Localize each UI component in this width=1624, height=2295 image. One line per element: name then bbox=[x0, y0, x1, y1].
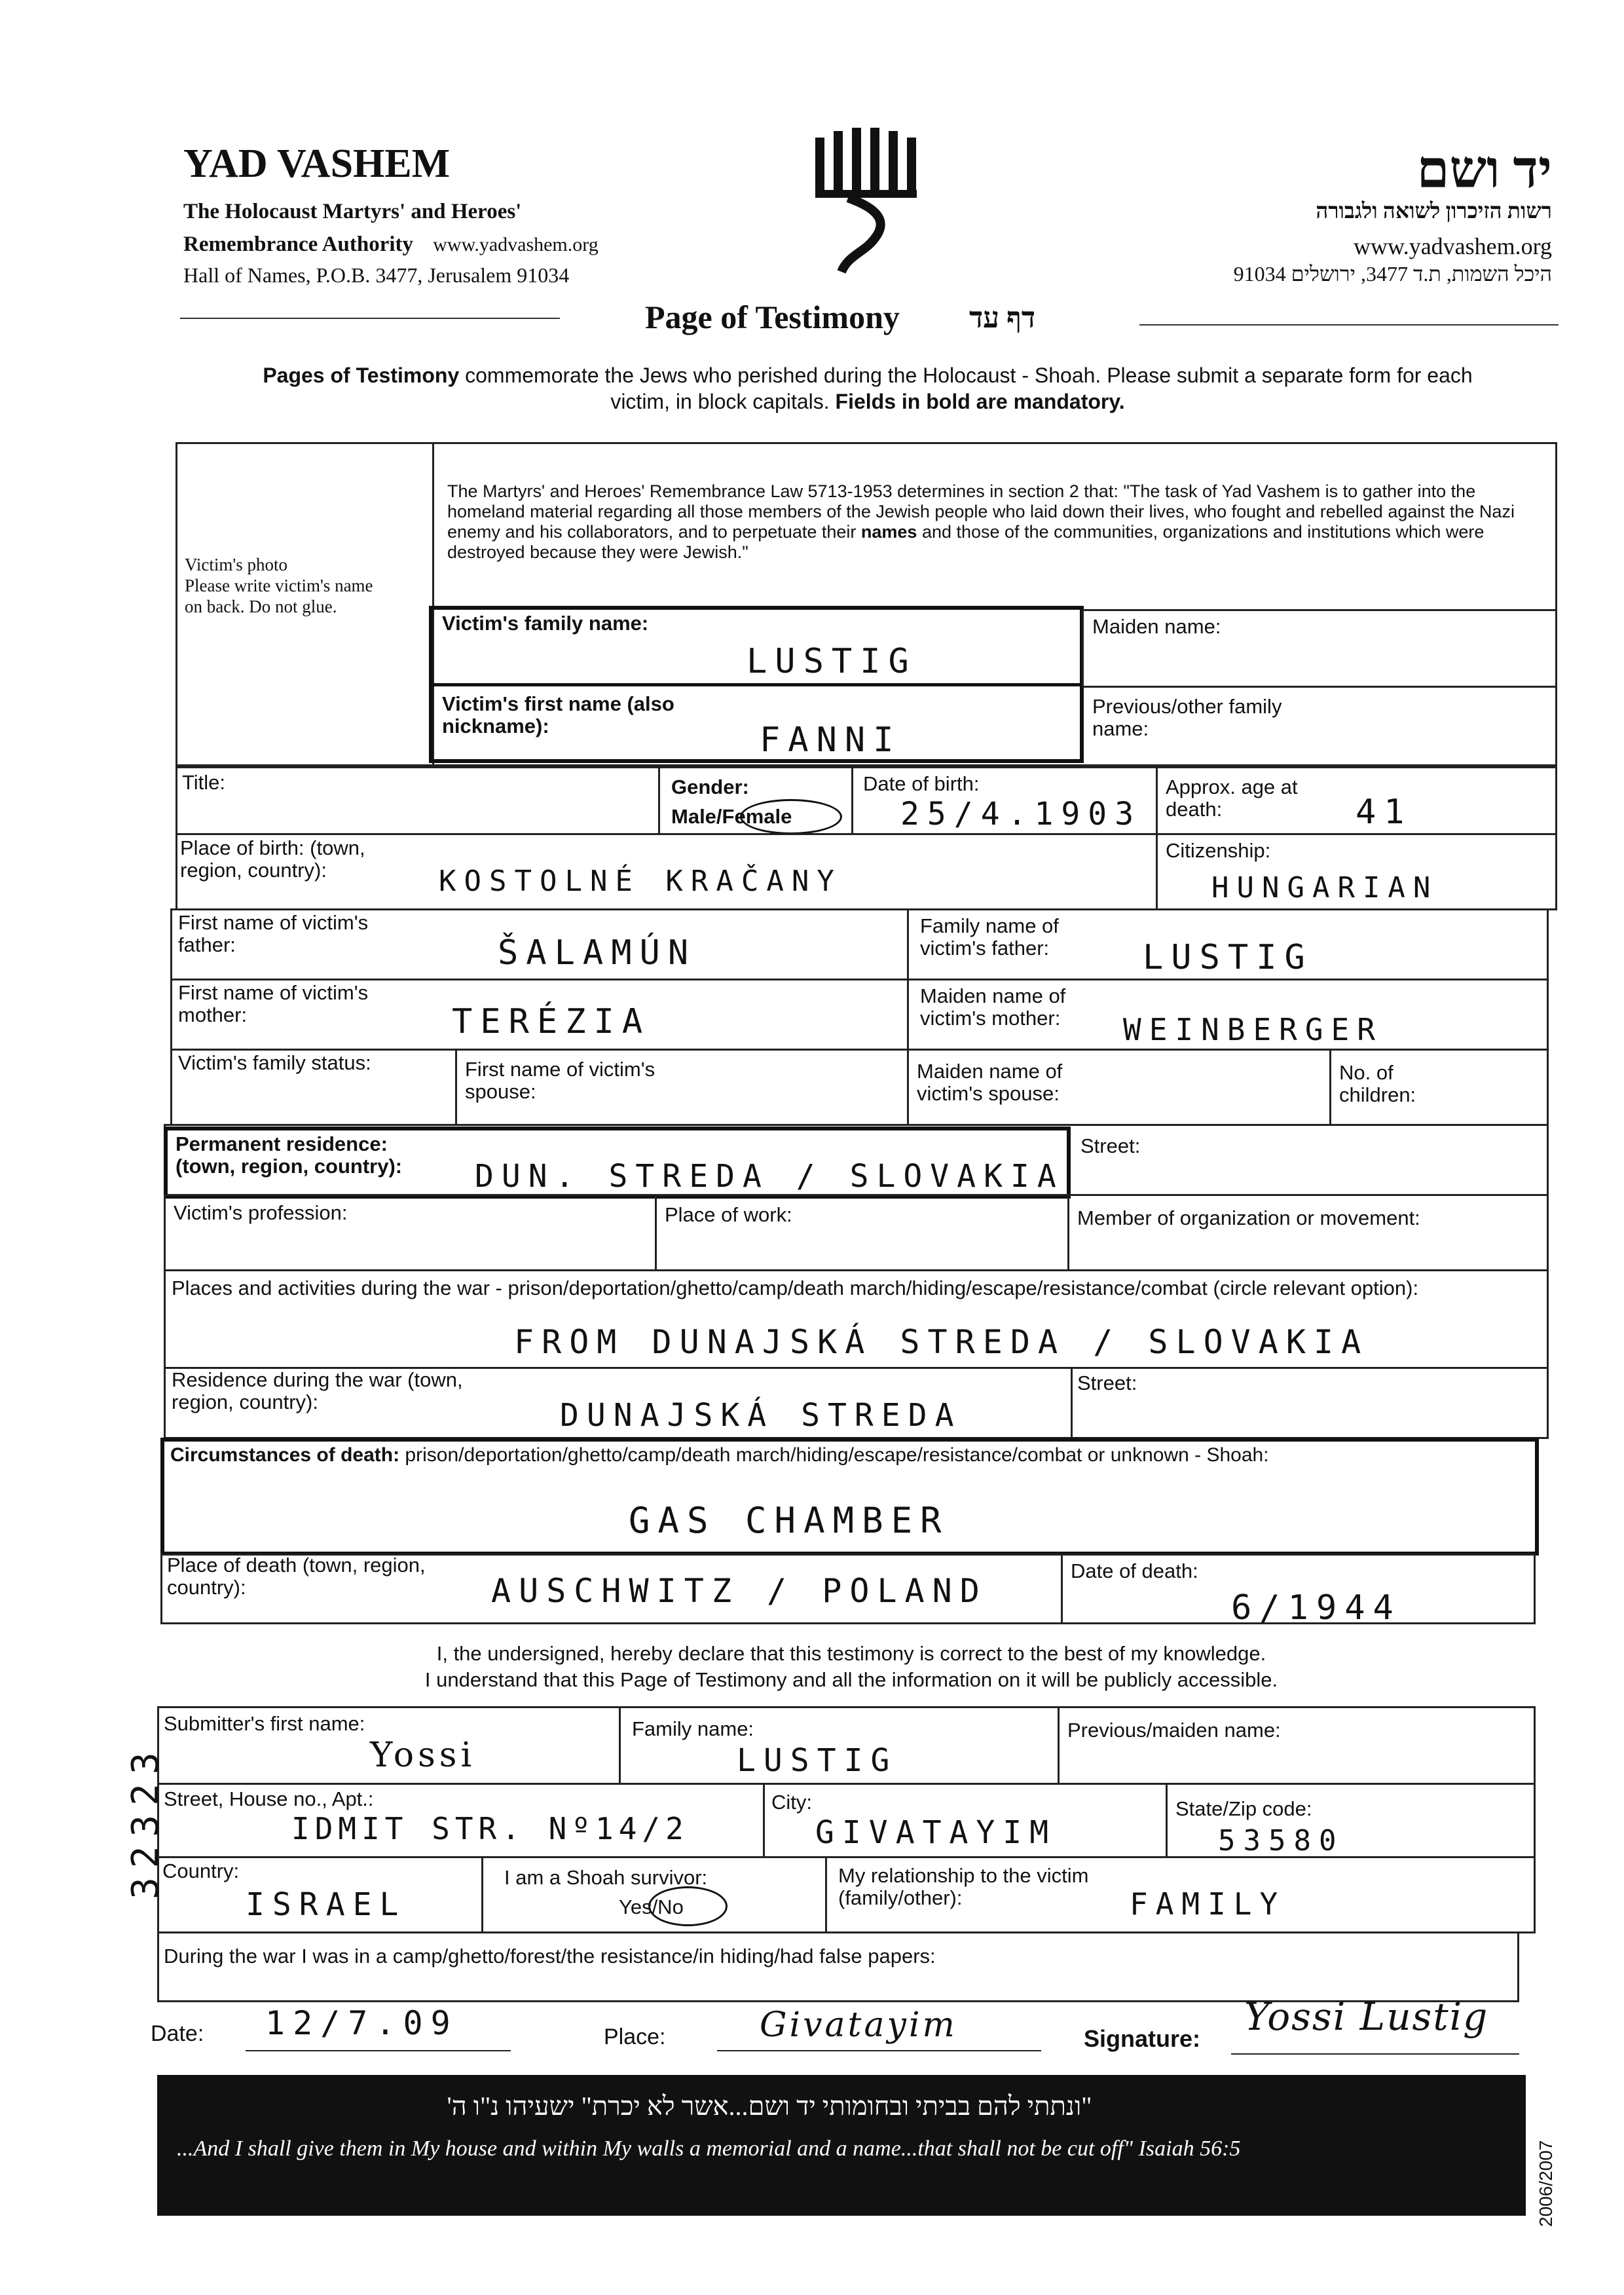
citizenship-value[interactable]: HUNGARIAN bbox=[1211, 871, 1439, 905]
div-member bbox=[1067, 1194, 1069, 1271]
header-rule-right bbox=[1139, 324, 1559, 326]
photo-line-2: Please write victim's name bbox=[185, 576, 373, 595]
div-children bbox=[1329, 1049, 1331, 1126]
intro-line2: victim, in block capitals. bbox=[610, 390, 836, 413]
sub-zip-label: State/Zip code: bbox=[1175, 1797, 1312, 1820]
photo-instructions bbox=[185, 554, 373, 617]
age-label: Approx. age at death: bbox=[1166, 775, 1298, 821]
circumstances-label-rest: prison/deportation/ghetto/camp/death march/hiding/escape/resistance/combat or unknown - Shoah: bbox=[399, 1444, 1269, 1466]
sub-family-value[interactable]: LUSTIG bbox=[737, 1742, 898, 1779]
street-label: Street: bbox=[1080, 1134, 1141, 1157]
prev-family-label: Previous/other family name: bbox=[1092, 695, 1282, 740]
div-spouse-maiden bbox=[907, 1049, 909, 1126]
spouse-first-label: First name of victim's spouse: bbox=[465, 1058, 655, 1103]
sub-survivor-label: I am a Shoah survivor: bbox=[504, 1866, 708, 1889]
form-title-heb: דף עד bbox=[969, 302, 1036, 334]
death-place-label: Place of death (town, region, country): bbox=[167, 1554, 426, 1599]
heb-subtitle: רשות הזיכרון לשואה ולגבורה bbox=[1316, 200, 1552, 223]
row-profession bbox=[164, 1194, 1549, 1271]
first-name-label: Victim's first name (also nickname): bbox=[442, 692, 674, 737]
declaration-line-2: I understand that this Page of Testimony and all the information on it will be publicly accessible. bbox=[424, 1668, 1278, 1691]
mother-first-label: First name of victim's mother: bbox=[178, 981, 369, 1026]
law-text bbox=[447, 481, 1547, 563]
during-war-label: During the war I was in a camp/ghetto/forest/the resistance/in hiding/had false papers: bbox=[164, 1945, 936, 1968]
father-family-label: Family name of victim's father: bbox=[920, 914, 1059, 960]
org-website: www.yadvashem.org bbox=[433, 234, 599, 255]
intro-bold: Pages of Testimony bbox=[263, 364, 460, 387]
div-sub-prev bbox=[1058, 1706, 1060, 1785]
declaration bbox=[164, 1641, 1539, 1693]
heb-name: יד ושם bbox=[1416, 141, 1552, 199]
sub-relationship-value[interactable]: FAMILY bbox=[1130, 1886, 1286, 1922]
mother-maiden-value[interactable]: WEINBERGER bbox=[1123, 1012, 1383, 1047]
signature-line bbox=[1231, 2053, 1519, 2055]
signature-value[interactable]: Yossi Lustig bbox=[1244, 1994, 1489, 2039]
sub-zip-value[interactable]: 53580 bbox=[1218, 1824, 1344, 1857]
children-label: No. of children: bbox=[1339, 1061, 1416, 1106]
member-label: Member of organization or movement: bbox=[1077, 1206, 1420, 1229]
sub-street-value[interactable]: IDMIT STR. Nº14/2 bbox=[291, 1811, 689, 1846]
div-relationship bbox=[825, 1856, 827, 1933]
org-name: YAD VASHEM bbox=[183, 141, 451, 186]
footer-english-quote: ...And I shall give them in My house and within My walls a memorial and a name...that shall not be cut off" Isaiah 56:5 bbox=[177, 2136, 1241, 2161]
sub-city-label: City: bbox=[771, 1791, 812, 1814]
war-places-label: Places and activities during the war - prison/deportation/ghetto/camp/death march/hiding/escape/resistance/combat (circle relevant option): bbox=[172, 1277, 1419, 1299]
sub-country-label: Country: bbox=[162, 1859, 240, 1882]
heb-address: היכל השמות, ת.ד 3477, ירושלים 91034 bbox=[1233, 262, 1552, 286]
father-first-value[interactable]: ŠALAMÚN bbox=[498, 933, 697, 973]
profession-label: Victim's profession: bbox=[174, 1201, 348, 1224]
law-text-bold: names bbox=[860, 522, 917, 542]
div-zip bbox=[1166, 1783, 1168, 1858]
sub-survivor-options[interactable]: Yes/No bbox=[619, 1895, 684, 1918]
maiden-name-label: Maiden name: bbox=[1092, 615, 1221, 638]
row-father bbox=[170, 908, 1549, 980]
family-name-value[interactable]: LUSTIG bbox=[747, 642, 917, 681]
div-death-date bbox=[1061, 1554, 1063, 1624]
survivor-circle bbox=[648, 1886, 728, 1926]
father-first-label: First name of victim's father: bbox=[178, 911, 369, 956]
circumstances-value[interactable]: GAS CHAMBER bbox=[629, 1500, 950, 1541]
war-residence-value[interactable]: DUNAJSKÁ STREDA bbox=[560, 1397, 962, 1434]
place-line bbox=[717, 2050, 1041, 2051]
div-city bbox=[763, 1783, 765, 1858]
form-title: Page of Testimony bbox=[645, 299, 900, 335]
gender-label: Gender: bbox=[671, 775, 749, 798]
death-place-value[interactable]: AUSCHWITZ / POLAND bbox=[491, 1572, 987, 1610]
side-number: 32323 bbox=[124, 1743, 167, 1899]
sub-first-value[interactable]: Yossi bbox=[370, 1736, 476, 1775]
family-status-label: Victim's family status: bbox=[178, 1051, 371, 1074]
residence-value[interactable]: DUN. STREDA / SLOVAKIA bbox=[475, 1158, 1064, 1195]
residence-label: Permanent residence: (town, region, country): bbox=[175, 1132, 403, 1178]
div-dob bbox=[851, 766, 853, 835]
law-text-part2: and those of the communities, organizations and institutions which were destroyed because they were Jewish." bbox=[447, 522, 1485, 562]
death-date-label: Date of death: bbox=[1071, 1559, 1198, 1582]
dob-value[interactable]: 25/4.1903 bbox=[900, 796, 1142, 832]
intro-text bbox=[187, 362, 1549, 415]
date-value[interactable]: 12/7.09 bbox=[265, 2004, 458, 2042]
pob-value[interactable]: KOSTOLNÉ KRAČANY bbox=[439, 865, 842, 898]
spouse-maiden-label: Maiden name of victim's spouse: bbox=[917, 1060, 1063, 1105]
div-mother bbox=[907, 979, 909, 1051]
sub-country-value[interactable]: ISRAEL bbox=[246, 1886, 407, 1923]
date-label: Date: bbox=[151, 2021, 204, 2046]
div-father bbox=[907, 908, 909, 980]
sub-relationship-label: My relationship to the victim (family/other): bbox=[838, 1864, 1089, 1909]
sub-street-label: Street, House no., Apt.: bbox=[164, 1787, 374, 1810]
yad-vashem-logo-icon bbox=[809, 124, 927, 275]
sub-city-value[interactable]: GIVATAYIM bbox=[815, 1814, 1057, 1851]
div-sub-family bbox=[619, 1706, 621, 1785]
date-line bbox=[246, 2050, 511, 2051]
gender-circle bbox=[740, 799, 842, 834]
circumstances-label-bold: Circumstances of death: bbox=[170, 1444, 400, 1466]
heb-website: www.yadvashem.org bbox=[1354, 233, 1552, 259]
org-subtitle-2-row bbox=[183, 233, 599, 257]
death-date-value[interactable]: 6/1944 bbox=[1231, 1588, 1401, 1628]
intro-rest: commemorate the Jews who perished during the Holocaust - Shoah. Please submit a separate form for each bbox=[459, 364, 1473, 387]
sub-first-label: Submitter's first name: bbox=[164, 1712, 365, 1735]
div-gender bbox=[658, 766, 660, 835]
gender-options[interactable]: Male/Female bbox=[671, 805, 792, 828]
div-workplace bbox=[655, 1194, 657, 1271]
intro-mandatory: Fields in bold are mandatory. bbox=[835, 390, 1125, 413]
dob-label: Date of birth: bbox=[863, 772, 980, 795]
div-war-street bbox=[1071, 1367, 1073, 1439]
header-rule-left bbox=[180, 318, 560, 319]
victim-name-divider bbox=[429, 683, 1084, 686]
war-places-value[interactable]: FROM DUNAJSKÁ STREDA / SLOVAKIA bbox=[514, 1323, 1369, 1361]
circumstances-label bbox=[170, 1444, 1269, 1466]
photo-line-1: Victim's photo bbox=[185, 555, 287, 574]
citizenship-label: Citizenship: bbox=[1166, 839, 1271, 862]
workplace-label: Place of work: bbox=[665, 1203, 792, 1226]
mother-first-value[interactable]: TERÉZIA bbox=[452, 1002, 651, 1041]
family-name-label: Victim's family name: bbox=[442, 612, 649, 635]
age-value[interactable]: 41 bbox=[1356, 793, 1412, 832]
war-street-label: Street: bbox=[1077, 1371, 1137, 1394]
org-subtitle-2: Remembrance Authority bbox=[183, 233, 414, 256]
div-citizenship bbox=[1156, 833, 1158, 910]
place-value[interactable]: Givatayim bbox=[760, 2006, 957, 2045]
title-label: Title: bbox=[182, 771, 226, 794]
law-text-part1: The Martyrs' and Heroes' Remembrance Law 5713-1953 determines in section 2 that: "The task of Yad Vashem is to gather into the homeland material regarding all those members of the Jewish people who laid down their lives, who fought and rebelled against the Nazi enemy and his collaborators, and to perpetuate their bbox=[447, 481, 1515, 542]
mother-maiden-label: Maiden name of victim's mother: bbox=[920, 984, 1066, 1030]
signature-label: Signature: bbox=[1084, 2025, 1201, 2052]
pob-label: Place of birth: (town, region, country): bbox=[180, 836, 365, 882]
declaration-line-1: I, the undersigned, hereby declare that this testimony is correct to the best of my knowledge. bbox=[436, 1642, 1266, 1665]
sub-family-label: Family name: bbox=[632, 1717, 754, 1740]
first-name-value[interactable]: FANNI bbox=[760, 720, 902, 760]
div-age bbox=[1156, 766, 1158, 835]
org-address: Hall of Names, P.O.B. 3477, Jerusalem 91034 bbox=[183, 263, 570, 287]
footer-hebrew-quote: "ונתתי להם בביתי ובחומותי יד ושם...אשר לא יכרת" ישעיהו נ"ו ה' bbox=[447, 2091, 1092, 2121]
photo-line-3: on back. Do not glue. bbox=[185, 597, 337, 616]
org-subtitle-1: The Holocaust Martyrs' and Heroes' bbox=[183, 200, 522, 223]
place-label: Place: bbox=[604, 2024, 666, 2049]
sub-prev-label: Previous/maiden name: bbox=[1067, 1719, 1281, 1742]
war-residence-label: Residence during the war (town, region, country): bbox=[172, 1368, 463, 1413]
father-family-value[interactable]: LUSTIG bbox=[1143, 938, 1313, 977]
div-survivor bbox=[481, 1856, 483, 1933]
div-spouse bbox=[455, 1049, 457, 1126]
form-code: 2006/2007 bbox=[1536, 2140, 1556, 2227]
